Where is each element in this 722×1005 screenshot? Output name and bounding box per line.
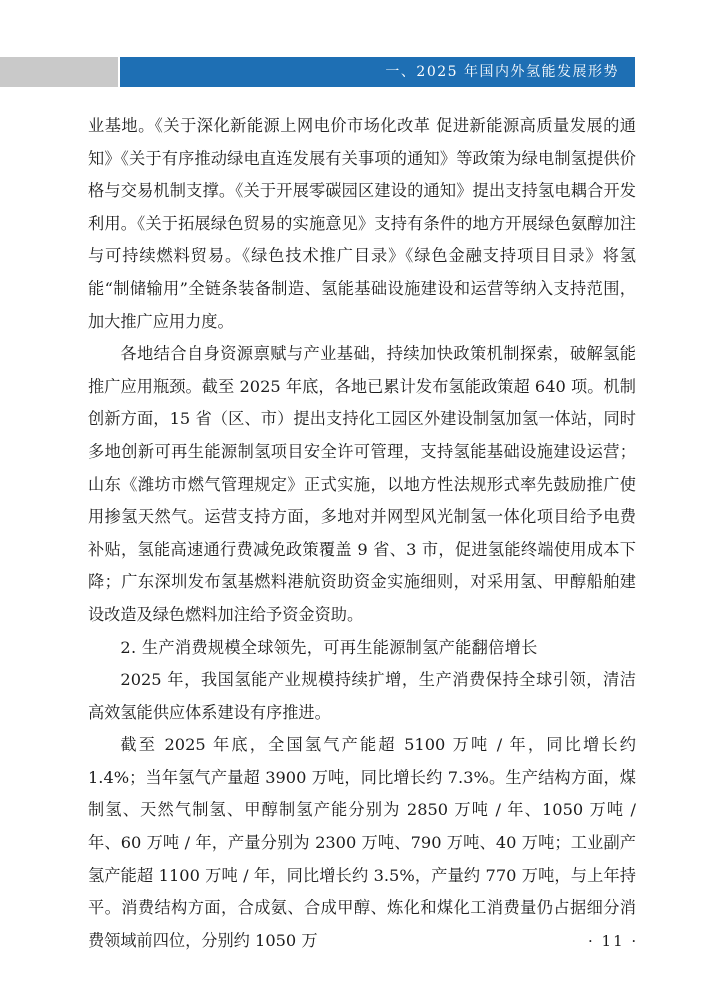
page-number: · 11 ·	[588, 932, 639, 950]
paragraph-continued: 业基地。《关于深化新能源上网电价市场化改革 促进新能源高质量发展的通知》《关于有序推动绿电直连发展有关事项的通知》等政策为绿电制氢提供价格与交易机制支撑。《关于开展零碳园区建设的通知》提出支持氢电耦合开发利用。《关于拓展绿色贸易的实施意见》支持有条件的地方开展绿色氨醇加注与可持续燃料贸易。《绿色技术推广目录》《绿色金融支持项目目录》将氢能“制储输用”全链条装备制造、氢能基础设施建设和运营等纳入支持范围，加大推广应用力度。	[88, 116, 636, 331]
body-text	[88, 110, 639, 957]
header-gray-block	[0, 57, 118, 87]
paragraph-production-stats: 截至 2025 年底，全国氢气产能超 5100 万吨 / 年，同比增长约 1.4%；当年氢气产量超 3900 万吨，同比增长约 7.3%。生产结构方面，煤制氢、天然气制氢、甲醇制氢产能分别为 2850 万吨 / 年、1050 万吨 / 年、60 万吨 / 年，产量分别为 2300 万吨、790 万吨、40 万吨；工业副产氢产能超 1100 万吨 / 年，同比增长约 3.5%，产量约 770 万吨，与上年持平。消费结构方面，合成氨、合成甲醇、炼化和煤化工消费量仍占据细分消费领域前四位，分别约 1050 万	[88, 735, 636, 950]
header-band	[120, 57, 635, 87]
paragraph-local-policies: 各地结合自身资源禀赋与产业基础，持续加快政策机制探索，破解氢能推广应用瓶颈。截至 2025 年底，各地已累计发布氢能政策超 640 项。机制创新方面，15 省（区、市）提出支持化工园区外建设制氢加氢一体站，同时多地创新可再生能源制氢项目安全许可管理，支持氢能基础设施建设运营；山东《潍坊市燃气管理规定》正式实施，以地方性法规形式率先鼓励推广使用掺氢天然气。运营支持方面，多地对并网型风光制氢一体化项目给予电费补贴，氢能高速通行费减免政策覆盖 9 省、3 市，促进氢能终端使用成本下降；广东深圳发布氢基燃料港航资助资金实施细则，对采用氢、甲醇船舶建设改造及绿色燃料加注给予资金资助。	[88, 344, 636, 624]
paragraph-industry-scale: 2025 年，我国氢能产业规模持续扩增，生产消费保持全球引领，清洁高效氢能供应体系建设有序推进。	[88, 670, 636, 722]
subsection-heading: 2. 生产消费规模全球领先，可再生能源制氢产能翻倍增长	[120, 637, 538, 657]
section-title: 一、2025 年国内外氢能发展形势	[385, 64, 619, 80]
